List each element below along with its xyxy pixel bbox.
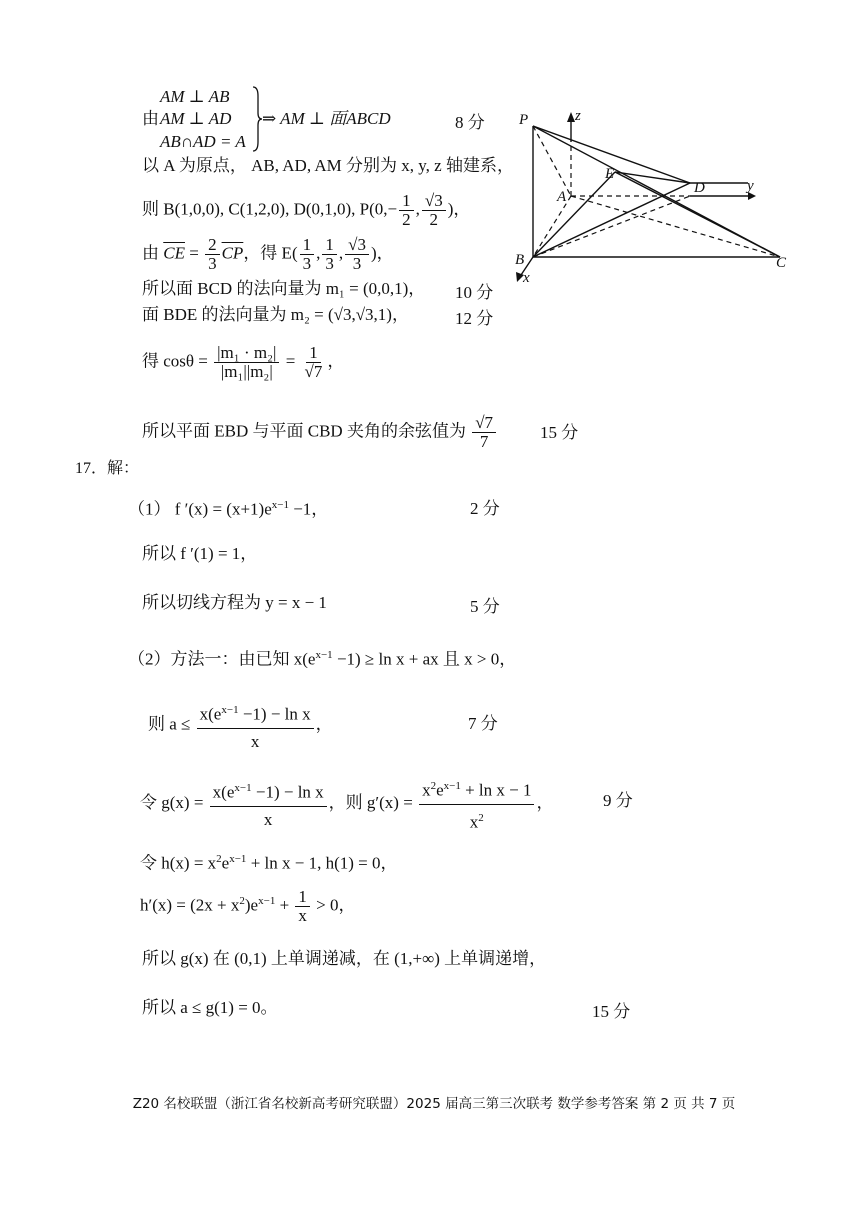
a-fraction bbox=[197, 697, 314, 755]
frac-num: √3 bbox=[422, 192, 446, 211]
cos-eq: = bbox=[285, 351, 296, 371]
frac-den: x bbox=[250, 731, 260, 751]
frac-den: 3 bbox=[302, 254, 312, 273]
final-text: 所以平面 EBD 与平面 CBD 夹角的余弦值为 bbox=[142, 421, 466, 441]
condition-3: AB∩AD = A bbox=[160, 132, 246, 151]
fraction-sqrt3-half bbox=[422, 192, 446, 229]
g-def-line: 令 g(x) = $\frac{x(e^{x-1} -1) - \ln x}{x}$ ，则 g′(x) = $\frac{x^2e^{x-1} + \ln x - 1}{x^2}$ ， bbox=[140, 773, 553, 835]
frac-den: 3 bbox=[352, 254, 362, 273]
fraction-two-thirds bbox=[205, 236, 220, 273]
label-b: B bbox=[515, 252, 525, 268]
label-c: C bbox=[776, 255, 787, 271]
points-15-q17: 15 分 bbox=[592, 1002, 631, 1021]
ce-prefix: 由 bbox=[142, 243, 159, 263]
label-e: E bbox=[605, 166, 615, 182]
h-c: + ln x − 1, h(1) = 0， bbox=[246, 853, 398, 873]
condition-2: AM ⊥ AD bbox=[160, 109, 232, 128]
conclusion-line: 所以 a ≤ g(1) = 0。 bbox=[142, 998, 278, 1017]
frac-den: |m₁||m₂| bbox=[220, 362, 273, 381]
hp-sq: 2 bbox=[239, 894, 245, 907]
label-y: y bbox=[747, 178, 754, 194]
bde-normal-line: 面 BDE 的法向量为 m₂ = (√3,√3,1)， bbox=[142, 305, 409, 324]
coords-points: B(1,0,0), C(1,2,0), D(0,1,0), P(0,− bbox=[163, 199, 398, 219]
right-brace-icon bbox=[252, 86, 262, 152]
frac-den: x bbox=[263, 809, 273, 829]
frac-num: 1 bbox=[399, 192, 414, 211]
ce-close: )， bbox=[370, 243, 394, 263]
g-mid: ，则 g′(x) = bbox=[328, 793, 413, 813]
p2-b: −1) ≥ ln x + ax 且 x > 0， bbox=[332, 649, 517, 669]
pyramid-figure bbox=[505, 100, 805, 285]
label-z: z bbox=[575, 108, 581, 124]
final-fraction bbox=[472, 414, 496, 451]
ce-line: 由 $\overline{CE}$ = $\frac{2}{3}$ $\overline{CP}$，得 E( $\frac{1}{3}$ , $\frac{1}{3}$ , $\frac{√3}{3}$ )， bbox=[142, 235, 394, 273]
part2-line bbox=[128, 644, 516, 671]
frac-num: 2 bbox=[205, 236, 220, 255]
h-exp: x−1 bbox=[229, 853, 247, 865]
coords-end: )， bbox=[447, 199, 471, 219]
g-fraction bbox=[210, 775, 327, 833]
condition-2-prefix: 由 bbox=[142, 109, 159, 128]
frac-den: 3 bbox=[325, 254, 334, 273]
fraction-sqrt3-third bbox=[345, 236, 369, 273]
conclusion: ⇒ AM ⊥ 面ABCD bbox=[262, 109, 391, 128]
hp-a: h′(x) = (2x + x bbox=[140, 895, 240, 915]
frac-num: √3 bbox=[345, 236, 369, 255]
frac-num: 1 bbox=[295, 888, 310, 907]
cos-prefix: 得 cosθ = bbox=[142, 351, 208, 371]
p1-expr: （1） f ′(x) = (x+1)e bbox=[128, 499, 272, 519]
a-num-exp: x−1 bbox=[221, 704, 239, 716]
f1-line: 所以 f ′(1) = 1， bbox=[142, 544, 258, 563]
ce-eq: = bbox=[184, 243, 204, 263]
frac-num bbox=[210, 775, 327, 807]
p1-exp: x−1 bbox=[271, 499, 289, 511]
points-7: 7 分 bbox=[468, 714, 498, 733]
h-sq: 2 bbox=[216, 853, 222, 865]
frac-den: 2 bbox=[402, 210, 411, 229]
a-prefix: 则 a ≤ bbox=[148, 714, 191, 734]
fraction-third bbox=[300, 236, 315, 273]
points-9: 9 分 bbox=[603, 791, 633, 810]
bcd-normal-line: 所以面 BCD 的法向量为 m₁ = (0,0,1)， bbox=[142, 279, 426, 298]
gp-sq: 2 bbox=[430, 780, 437, 792]
cos-value-fraction bbox=[302, 344, 326, 381]
gp-e: e bbox=[436, 780, 444, 800]
a-bound-line: 则 a ≤ $\frac{x(e^{x-1} -1) - \ln x}{x}$ ， bbox=[148, 697, 333, 755]
hp-c: + bbox=[275, 895, 290, 915]
part1-derivative-line bbox=[128, 494, 328, 521]
final-answer-line bbox=[142, 414, 498, 451]
frac-num: |m₁ · m₂| bbox=[214, 344, 279, 363]
comma: ， bbox=[327, 351, 345, 371]
h-prime-line bbox=[140, 888, 356, 925]
vector-ce: $\overline{CE}$ bbox=[163, 243, 185, 263]
p2-a: （2）方法一：由已知 x(e bbox=[128, 649, 316, 669]
h-a: 令 h(x) = x bbox=[140, 853, 217, 873]
h-def-line bbox=[140, 848, 398, 875]
points-2: 2 分 bbox=[470, 499, 500, 518]
g-prefix: 令 g(x) = bbox=[140, 793, 204, 813]
vector-cp: $\overline{CP}$ bbox=[221, 243, 244, 263]
g-num-b: −1) − ln x bbox=[251, 782, 324, 802]
gprime-fraction bbox=[419, 773, 534, 835]
q17-heading: 17．解： bbox=[75, 460, 140, 477]
hp-b: )e bbox=[244, 895, 259, 915]
gp-den-x: x bbox=[469, 812, 479, 832]
points-12: 12 分 bbox=[455, 309, 494, 328]
hp-exp: x−1 bbox=[258, 894, 276, 907]
frac-den: x bbox=[298, 906, 307, 925]
coords-prefix: 则 bbox=[142, 199, 159, 219]
gp-x: x bbox=[422, 780, 431, 800]
p2-exp: x−1 bbox=[315, 649, 333, 661]
cos-fraction bbox=[214, 344, 279, 381]
frac-den: √7 bbox=[304, 362, 323, 381]
tangent-line: 所以切线方程为 y = x − 1 bbox=[142, 593, 327, 612]
frac-num: √7 bbox=[472, 414, 496, 433]
a-num-a: x(e bbox=[199, 704, 222, 724]
gp-den-sq: 2 bbox=[478, 811, 484, 824]
label-a: A bbox=[557, 189, 567, 205]
ce-get: ，得 E( bbox=[243, 243, 298, 263]
g-num-exp: x−1 bbox=[234, 782, 252, 795]
hp-fraction bbox=[295, 888, 310, 925]
frac-num: 1 bbox=[306, 344, 321, 363]
p1-tail: −1， bbox=[288, 499, 329, 519]
condition-1: AM ⊥ AB bbox=[160, 87, 230, 106]
label-p: P bbox=[519, 112, 529, 128]
frac-den bbox=[467, 805, 487, 836]
a-num-b: −1) − ln x bbox=[238, 704, 311, 724]
gp-c: + ln x − 1 bbox=[460, 780, 532, 800]
g-num-a: x(e bbox=[212, 782, 235, 802]
gp-exp: x−1 bbox=[443, 780, 461, 792]
label-x: x bbox=[523, 270, 530, 285]
points-10: 10 分 bbox=[455, 283, 494, 302]
page-footer: Z20 名校联盟（浙江省名校新高考研究联盟）2025 届高三第三次联考 数学参考答案 第 2 页 共 7 页 bbox=[132, 1096, 736, 1112]
frac-num bbox=[419, 773, 534, 805]
points-5: 5 分 bbox=[470, 597, 500, 616]
hp-d: > 0， bbox=[316, 895, 356, 915]
frac-den: 3 bbox=[208, 254, 217, 273]
frac-den: 7 bbox=[479, 432, 489, 451]
coords-line: 则 B(1,0,0), C(1,2,0), D(0,1,0), P(0,− $\frac{1}{2}$ , $\frac{√3}{2}$ )， bbox=[142, 191, 471, 229]
label-d: D bbox=[694, 180, 705, 196]
fraction-third bbox=[322, 236, 337, 273]
frac-num: 1 bbox=[322, 236, 337, 255]
frac-num: 1 bbox=[300, 236, 315, 255]
origin-line: 以 A 为原点， AB, AD, AM 分别为 x, y, z 轴建系， bbox=[142, 156, 514, 175]
fraction-half bbox=[399, 192, 414, 229]
z-axis-arrow-icon bbox=[567, 112, 575, 122]
cos-line bbox=[142, 344, 344, 381]
frac-den: 2 bbox=[429, 210, 439, 229]
h-b: e bbox=[221, 853, 230, 873]
points-15: 15 分 bbox=[540, 423, 579, 442]
frac-num bbox=[197, 697, 314, 729]
monotonic-line: 所以 g(x) 在 (0,1) 上单调递减，在 (1,+∞) 上单调递增， bbox=[142, 949, 547, 968]
points-8: 8 分 bbox=[455, 113, 485, 132]
